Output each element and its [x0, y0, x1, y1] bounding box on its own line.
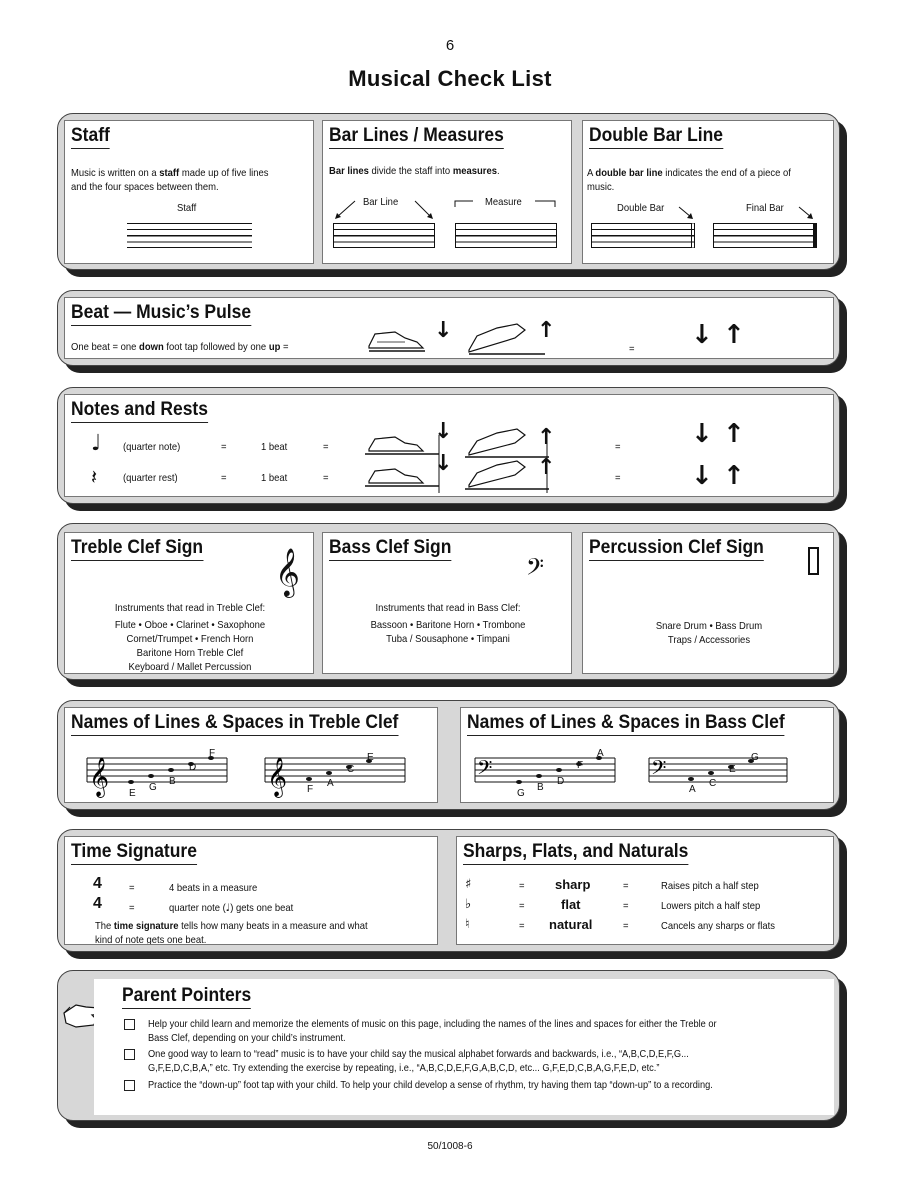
- accidental-name: sharp: [555, 877, 591, 892]
- time-sig-desc-part: ) gets one beat: [230, 902, 294, 914]
- quarter-rest-icon: 𝄽: [91, 465, 98, 489]
- bass-line-note: D: [557, 776, 565, 787]
- staff-lines: [127, 223, 252, 248]
- percussion-line: Snare Drum • Bass Drum: [655, 620, 763, 632]
- bass-space-note: C: [709, 778, 717, 789]
- accidental-name: natural: [549, 917, 593, 932]
- down-arrow-icon: ↓: [434, 318, 453, 343]
- bass-line-note: B: [537, 782, 544, 793]
- accidental-eq: =: [623, 880, 629, 892]
- rest-name: (quarter rest): [123, 472, 178, 484]
- double-bar-staff: [591, 223, 695, 248]
- treble-instruments-line: Baritone Horn Treble Clef: [136, 647, 244, 659]
- page-number: 6: [445, 37, 455, 54]
- treble-instruments-line: Cornet/Trumpet • French Horn: [126, 633, 254, 645]
- time-sig-top: 4: [93, 875, 102, 892]
- down-arrow-icon: ↓: [434, 451, 453, 476]
- treble-space-note: C: [347, 764, 355, 775]
- treble-instruments-line: Keyboard / Mallet Percussion: [128, 661, 252, 673]
- accidental-eq: =: [519, 900, 525, 912]
- pointer-item: [148, 1047, 689, 1075]
- note-eq: =: [615, 441, 621, 453]
- bass-line-note: A: [597, 748, 604, 759]
- pointer-item: [148, 1078, 713, 1092]
- accidental-name: flat: [561, 897, 581, 912]
- staff-label: Staff: [177, 202, 197, 214]
- staff-desc-bold: staff: [159, 167, 180, 179]
- rest-eq: =: [221, 472, 227, 484]
- treble-space-note: E: [367, 752, 374, 763]
- bar-lines-staff: [333, 223, 435, 248]
- treble-names-heading: Names of Lines & Spaces in Treble Clef: [71, 712, 398, 736]
- bar-lines-panel: [322, 120, 572, 264]
- time-sig-bottom: 4: [93, 895, 102, 912]
- treble-clef-heading: Treble Clef Sign: [71, 537, 203, 561]
- sharp-icon: ♯: [465, 877, 472, 892]
- foot-tap-icons: [365, 423, 565, 497]
- notes-rests-heading: Notes and Rests: [71, 399, 208, 423]
- time-signature-heading: Time Signature: [71, 841, 197, 865]
- footer-code: 50/1008-6: [427, 1141, 473, 1152]
- double-bar-desc-part: indicates the end of a piece of: [665, 167, 791, 179]
- note-value: 1 beat: [261, 441, 288, 453]
- treble-line-note: F: [209, 748, 216, 759]
- quarter-note-icon: ♩: [91, 431, 102, 456]
- double-bar-desc-part: music.: [587, 181, 615, 193]
- bass-space-note: E: [729, 764, 736, 775]
- percussion-line: Traps / Accessories: [667, 634, 751, 646]
- up-arrow-icon: ↑: [723, 320, 745, 350]
- checkbox-1[interactable]: [124, 1019, 135, 1030]
- time-sig-top-desc: 4 beats in a measure: [169, 882, 258, 894]
- double-bar-label: Double Bar: [617, 202, 665, 214]
- beat-desc-part: foot tap followed by one: [166, 341, 267, 353]
- accidentals-panel: [456, 836, 834, 945]
- bass-clef-heading: Bass Clef Sign: [329, 537, 451, 561]
- time-sig-bottom-desc: [169, 901, 293, 915]
- parent-pointers-panel: [94, 979, 834, 1115]
- bass-instruments: [323, 601, 572, 646]
- time-sig-note-part: The: [95, 920, 112, 932]
- time-signature-panel: [64, 836, 438, 945]
- accidental-desc: Lowers pitch a half step: [661, 900, 761, 912]
- staff-desc-part: Music is written on a: [71, 167, 157, 179]
- double-bar-bold: double bar line: [595, 167, 663, 179]
- page-title: Musical Check List: [348, 66, 552, 91]
- svg-text:𝄞: 𝄞: [267, 757, 288, 797]
- bass-space-note: G: [751, 752, 759, 763]
- final-bar-label: Final Bar: [746, 202, 784, 214]
- accidental-eq: =: [623, 900, 629, 912]
- percussion-clef-heading: Percussion Clef Sign: [589, 537, 764, 561]
- treble-intro: Instruments that read in Treble Clef:: [114, 602, 266, 614]
- bar-lines-desc-part: .: [496, 165, 500, 177]
- checkbox-3[interactable]: [124, 1080, 135, 1091]
- double-bar-desc-part: A: [587, 167, 593, 179]
- bass-clef-panel: [322, 532, 572, 674]
- treble-space-note: A: [327, 778, 334, 789]
- time-sig-desc-part: quarter note (: [169, 902, 226, 914]
- bass-names-panel: [460, 707, 834, 803]
- staff-desc-part: made up of five lines: [181, 167, 269, 179]
- rest-value: 1 beat: [261, 472, 288, 484]
- staff-desc: [71, 166, 269, 194]
- row-staff-bars: [57, 113, 840, 270]
- bar-lines-desc-part: divide the staff into: [371, 165, 451, 177]
- beat-desc-part: =: [282, 341, 289, 353]
- staff-heading: Staff: [71, 125, 110, 149]
- bar-lines-heading: Bar Lines / Measures: [329, 125, 504, 149]
- note-eq: =: [323, 441, 329, 453]
- accidental-eq: =: [623, 920, 629, 932]
- flat-icon: ♭: [465, 897, 472, 912]
- treble-line-note: E: [129, 788, 136, 799]
- staff-desc-part: and the four spaces between them.: [71, 181, 219, 193]
- beat-desc: [71, 340, 289, 354]
- beat-desc-part: One beat = one: [71, 341, 137, 353]
- bass-clef-icon: 𝄢: [526, 553, 545, 586]
- treble-names-panel: [64, 707, 438, 803]
- svg-text:𝄢: 𝄢: [651, 756, 667, 784]
- pointer-item: [148, 1017, 717, 1045]
- bar-lines-bold: Bar lines: [329, 165, 369, 177]
- treble-instruments: [65, 601, 314, 674]
- final-bar-staff: [713, 223, 817, 248]
- treble-space-note: F: [307, 784, 314, 795]
- row-clefs: [57, 523, 840, 680]
- bar-lines-bold: measures: [452, 165, 497, 177]
- time-sig-bold: time signature: [113, 920, 179, 932]
- accidental-desc: Raises pitch a half step: [661, 880, 759, 892]
- accidental-eq: =: [519, 920, 525, 932]
- bass-line-note: G: [517, 788, 525, 799]
- up-arrow-icon: ↑: [537, 318, 556, 343]
- down-arrow-icon: ↓: [434, 419, 453, 444]
- pointer-line: Help your child learn and memorize the elements of music on this page, including the names of the lines and spaces for either the Treble or: [148, 1018, 717, 1030]
- foot-tap-icons: [365, 318, 565, 358]
- notes-rests-panel: [64, 394, 834, 497]
- row-beat: [57, 290, 840, 366]
- bass-names-heading: Names of Lines & Spaces in Bass Clef: [467, 712, 785, 736]
- beat-equals: =: [629, 343, 635, 355]
- treble-instruments-line: Flute • Oboe • Clarinet • Saxophone: [114, 619, 266, 631]
- svg-text:𝄢: 𝄢: [477, 756, 493, 784]
- treble-names-staves: [65, 742, 438, 803]
- beat-bold: down: [139, 341, 164, 353]
- bass-line-note: F: [577, 760, 584, 771]
- pointer-line: Practice the “down-up” foot tap with your child. To help your child develop a sense of rhythm, try having them tap “down-up” to a recording.: [148, 1079, 713, 1091]
- pointer-line: Bass Clef, depending on your child’s instrument.: [148, 1032, 346, 1044]
- row-line-space-names: [57, 700, 840, 810]
- down-arrow-icon: ↓: [691, 461, 713, 491]
- bar-lines-staff: [455, 223, 557, 248]
- time-sig-note-part: tells how many beats in a measure and what: [181, 920, 368, 932]
- time-sig-eq: =: [129, 882, 135, 894]
- note-name: (quarter note): [123, 441, 181, 453]
- row-time-accidentals: [57, 829, 840, 952]
- bass-intro: Instruments that read in Bass Clef:: [375, 602, 521, 614]
- measure-label: Measure: [485, 196, 522, 208]
- double-bar-heading: Double Bar Line: [589, 125, 723, 149]
- time-sig-note: [95, 919, 368, 945]
- row-notes-rests: [57, 387, 840, 504]
- up-arrow-icon: ↑: [723, 419, 745, 449]
- note-eq: =: [221, 441, 227, 453]
- parent-pointers-heading: Parent Pointers: [122, 985, 251, 1009]
- row-parent-pointers: [57, 970, 840, 1121]
- checkbox-2[interactable]: [124, 1049, 135, 1060]
- accidentals-heading: Sharps, Flats, and Naturals: [463, 841, 688, 865]
- treble-line-note: D: [189, 762, 197, 773]
- bar-line-label: Bar Line: [363, 196, 399, 208]
- percussion-instruments: [583, 619, 834, 647]
- accidental-eq: =: [519, 880, 525, 892]
- beat-bold: up: [268, 341, 281, 353]
- percussion-clef-icon: [808, 547, 819, 575]
- svg-text:𝄞: 𝄞: [89, 757, 110, 797]
- bass-space-note: A: [689, 784, 696, 795]
- quarter-note-icon: ♩: [225, 902, 231, 914]
- accidental-desc: Cancels any sharps or flats: [661, 920, 775, 932]
- up-arrow-icon: ↑: [537, 455, 556, 480]
- bass-instruments-line: Bassoon • Baritone Horn • Trombone: [370, 619, 526, 631]
- treble-line-note: B: [169, 776, 176, 787]
- down-arrow-icon: ↓: [691, 419, 713, 449]
- bass-instruments-line: Tuba / Sousaphone • Timpani: [386, 633, 510, 645]
- pointer-line: One good way to learn to “read” music is to have your child say the musical alphabet forwards and backwards, i.e., “A,B,C,D,E,F,G...: [148, 1048, 689, 1060]
- beat-panel: [64, 297, 834, 359]
- up-arrow-icon: ↑: [537, 425, 556, 450]
- beat-heading: Beat — Music’s Pulse: [71, 302, 251, 326]
- natural-icon: ♮: [465, 917, 470, 932]
- time-sig-note-part: kind of note gets one beat.: [95, 934, 207, 945]
- pointer-line: G,F,E,D,C,B,A,” etc. Try extending the exercise by repeating, i.e., “A,B,C,D,E,F,G,A,B,C,D, etc... G,F,E,D,C,B,A,G,F,E,D, etc.”: [148, 1062, 660, 1074]
- rest-eq: =: [323, 472, 329, 484]
- treble-clef-icon: 𝄞: [275, 547, 300, 596]
- double-bar-panel: [582, 120, 834, 264]
- treble-clef-panel: [64, 532, 314, 674]
- time-sig-eq: =: [129, 902, 135, 914]
- down-arrow-icon: ↓: [691, 320, 713, 350]
- staff-panel: [64, 120, 314, 264]
- up-arrow-icon: ↑: [723, 461, 745, 491]
- treble-line-note: G: [149, 782, 157, 793]
- rest-eq: =: [615, 472, 621, 484]
- percussion-clef-panel: [582, 532, 834, 674]
